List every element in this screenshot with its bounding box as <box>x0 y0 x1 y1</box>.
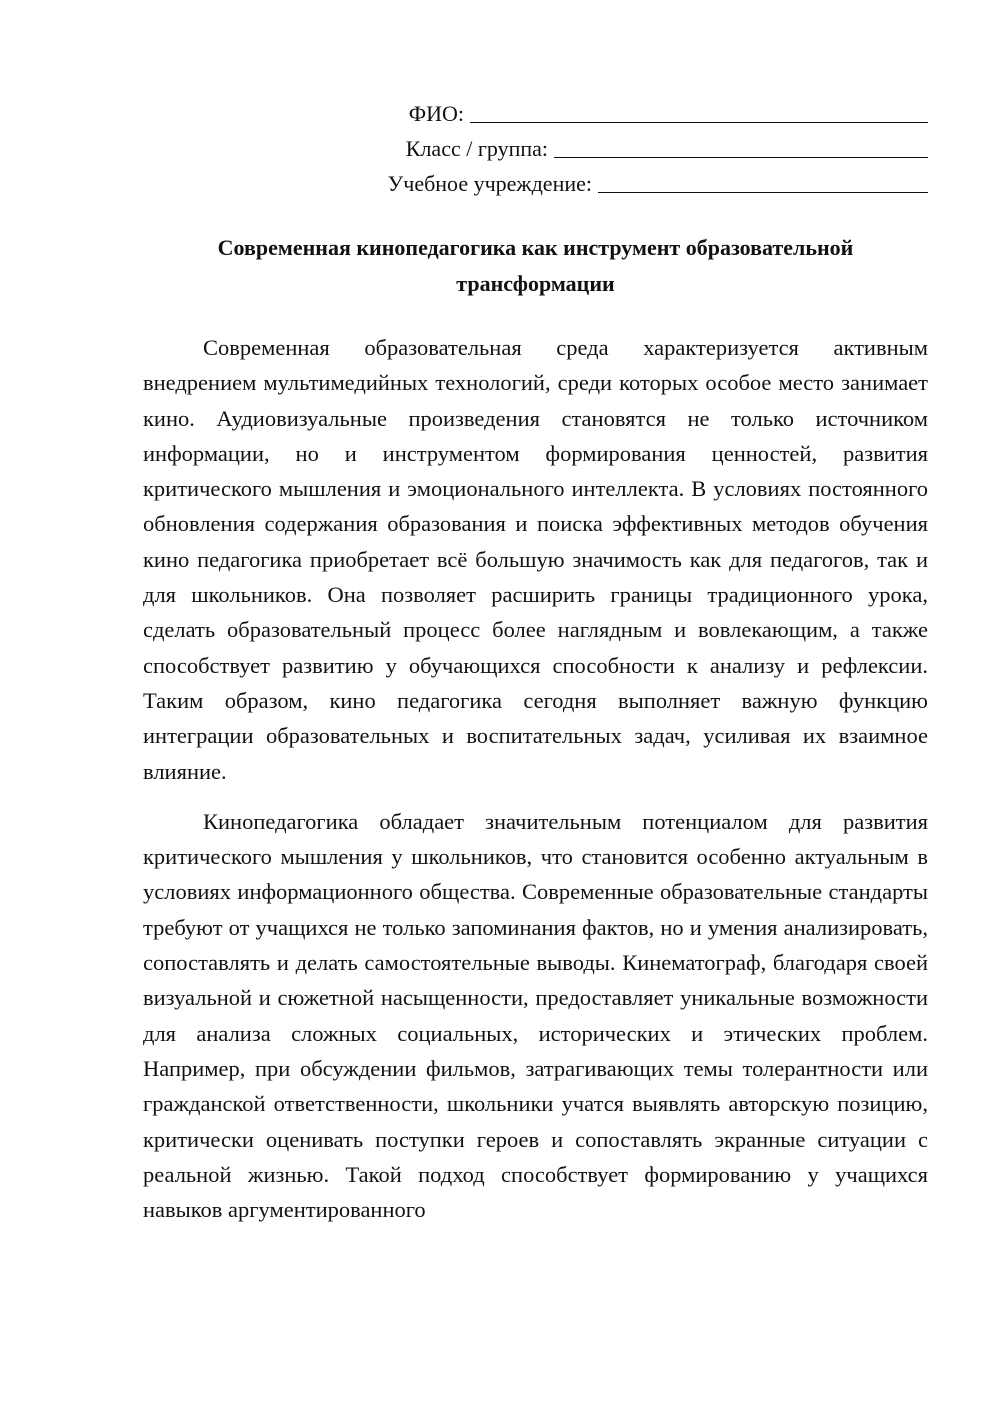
paragraph-1: Современная образовательная среда характеризуется активным внедрением мультимедийных технологий, среди которых особое место занимает кино. Аудиовизуальные произведения становятся не только источником информации, но и инструментом формирования ценностей, развития критического мышления и эмоционального интеллекта. В условиях постоянного обновления содержания образования и поиска эффективных методов обучения кино педагогика приобретает всё большую значимость как для педагогов, так и для школьников. Она позволяет расширить границы традиционного урока, сделать образовательный процесс более наглядным и вовлекающим, а также способствует развитию у обучающихся способности к анализу и рефлексии. Таким образом, кино педагогика сегодня выполняет важную функцию интеграции образовательных и воспитательных задач, усиливая их взаимное влияние. <box>143 335 928 784</box>
document-title: Современная кинопедагогика как инструмент образовательной трансформации <box>217 235 854 296</box>
student-info-block <box>288 92 928 197</box>
fio-blank-line <box>470 102 928 123</box>
school-label: Учебное учреждение: <box>387 171 592 196</box>
document-body <box>143 330 928 1242</box>
fio-row <box>288 92 928 127</box>
class-blank-line <box>554 137 928 158</box>
fio-label: ФИО: <box>408 101 464 126</box>
class-label: Класс / группа: <box>405 136 548 161</box>
class-row <box>288 127 928 162</box>
school-row <box>288 162 928 197</box>
paragraph-2: Кинопедагогика обладает значительным потенциалом для развития критического мышления у школьников, что становится особенно актуальным в условиях информационного общества. Современные образовательные стандарты требуют от учащихся не только запоминания фактов, но и умения анализировать, сопоставлять и делать самостоятельные выводы. Кинематограф, благодаря своей визуальной и сюжетной насыщенности, предоставляет уникальные возможности для анализа сложных социальных, исторических и этических проблем. Например, при обсуждении фильмов, затрагивающих темы толерантности или гражданской ответственности, школьники учатся выявлять авторскую позицию, критически оценивать поступки героев и сопоставлять экранные ситуации с реальной жизнью. Такой подход способствует формированию у учащихся навыков аргументированного <box>143 808 928 1223</box>
school-blank-line <box>598 172 928 193</box>
